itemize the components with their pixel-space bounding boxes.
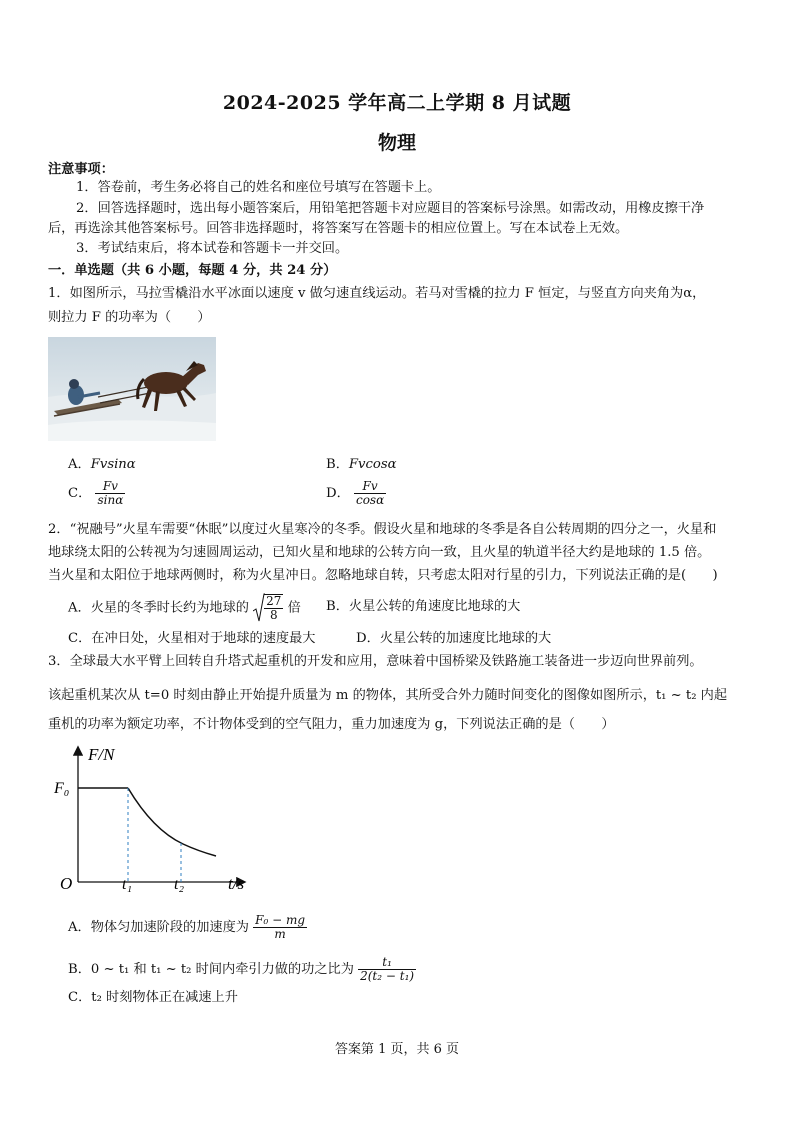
horse-sled-photo [48, 337, 216, 441]
q3-stem-line3: 重机的功率为额定功率，不计物体受到的空气阻力，重力加速度为 g，下列说法正确的是（ ） [48, 717, 615, 732]
q2-option-a-text: A．火星的冬季时长约为地球的 [68, 600, 249, 616]
note-item: 2．回答选择题时，选出每小题答案后，用铅笔把答题卡对应题目的答案标号涂黑。如需改动，用橡皮擦干净 [76, 201, 705, 216]
q3-option-b [68, 956, 416, 983]
q3-option-b-fraction [358, 956, 416, 983]
q1-option-d-fraction [354, 480, 386, 507]
section-heading: 一．单选题（共 6 小题，每题 4 分，共 24 分） [48, 263, 337, 278]
q1-stem-line1: 1．如图所示，马拉雪橇沿水平冰面以速度 v 做匀速直线运动。若马对雪橇的拉力 F 恒定，与竖直方向夹角为α， [48, 286, 706, 301]
q3-option-a-numerator: F₀ − mg [255, 913, 306, 927]
q2-option-a-suffix: 倍 [287, 600, 301, 616]
q1-stem-line2: 则拉力 F 的功率为（ ） [48, 310, 211, 325]
q1-option-c-fraction [95, 480, 125, 507]
force-time-graph [48, 740, 258, 895]
q1-option-d-label: D． [326, 486, 350, 501]
q3-option-b-denominator: 2(t₂ − t₁) [360, 969, 415, 983]
q1-option-b-label: B． [326, 457, 349, 472]
q2-option-a [68, 593, 301, 623]
q3-stem-line1: 3．全球最大水平臂上回转自升塔式起重机的开发和应用，意味着中国桥梁及铁路施工装备进一步迈向世界前列。 [48, 654, 703, 669]
q1-option-c-numerator: Fv [95, 480, 125, 494]
q1-option-c-denominator: sinα [97, 493, 124, 507]
force-decay-curve [128, 788, 216, 856]
q2-option-a-sqrt [253, 593, 283, 623]
q2-option-c: C．在冲日处，火星相对于地球的速度最大 [68, 631, 316, 646]
q1-option-a [68, 456, 136, 474]
q1-option-c [68, 480, 125, 507]
q3-option-b-numerator: t₁ [358, 956, 416, 970]
q2-stem-line3: 当火星和太阳位于地球两侧时，称为火星冲日。忽略地球自转，只考虑太阳对行星的引力，下列说法正确的是( ) [48, 568, 718, 583]
q2-option-a-numerator: 27 [266, 594, 282, 608]
f0-label: F₀ [54, 780, 70, 797]
t2-label: t₂ [174, 876, 185, 893]
q3-option-b-text: B．0 ~ t₁ 和 t₁ ~ t₂ 时间内牵引力做的功之比为 [68, 962, 354, 977]
q1-option-c-label: C． [68, 486, 92, 501]
x-axis-label: t/s [228, 874, 245, 893]
page-title: 2024-2025 学年高二上学期 8 月试题 [222, 92, 572, 114]
q2-option-a-denominator: 8 [269, 608, 278, 622]
notes-heading: 注意事项： [48, 162, 114, 177]
q3-stem-line2: 该起重机某次从 t=0 时刻由静止开始提升质量为 m 的物体，其所受合外力随时间变化的图像如图所示，t₁ ~ t₂ 内起 [48, 688, 728, 703]
q1-option-a-expr: Fvsinα [90, 457, 136, 472]
q2-option-a-fraction [264, 594, 283, 622]
q1-option-b-expr: Fvcosα [348, 457, 397, 472]
q3-option-a-denominator: m [274, 927, 286, 941]
page-footer: 答案第 1 页，共 6 页 [334, 1042, 460, 1057]
note-item: 3．考试结束后，将本试卷和答题卡一并交回。 [76, 241, 349, 256]
subject-title: 物理 [377, 132, 416, 154]
q1-option-b [326, 456, 397, 474]
origin-label: O [60, 874, 73, 893]
note-item: 1．答卷前，考生务必将自己的姓名和座位号填写在答题卡上。 [76, 180, 441, 195]
t1-label: t₁ [122, 876, 133, 893]
q1-option-a-label: A． [68, 457, 91, 472]
q2-option-b: B．火星公转的角速度比地球的大 [326, 599, 521, 614]
q2-option-d: D．火星公转的加速度比地球的大 [356, 631, 552, 646]
q3-option-a-fraction [253, 914, 307, 941]
q3-option-a [68, 914, 307, 941]
note-item: 后，再选涂其他答案标号。回答非选择题时，将答案写在答题卡的相应位置上。写在本试卷上无效。 [48, 221, 629, 236]
y-axis-label: F/N [88, 745, 115, 764]
q2-stem-line1: 2．“祝融号”火星车需要“休眠”以度过火星寒冷的冬季。假设火星和地球的冬季是各自公转周期的四分之一，火星和 [48, 522, 717, 537]
q3-option-c: C．t₂ 时刻物体正在减速上升 [68, 990, 238, 1005]
q1-option-d-denominator: cosα [355, 493, 385, 507]
q1-option-d-numerator: Fv [354, 480, 386, 494]
q3-option-a-text: A．物体匀加速阶段的加速度为 [68, 920, 249, 935]
q2-stem-line2: 地球绕太阳的公转视为匀速圆周运动，已知火星和地球的公转方向一致，且火星的轨道半径大约是地球的 1.5 倍。 [48, 545, 711, 560]
q1-option-d [326, 480, 386, 507]
